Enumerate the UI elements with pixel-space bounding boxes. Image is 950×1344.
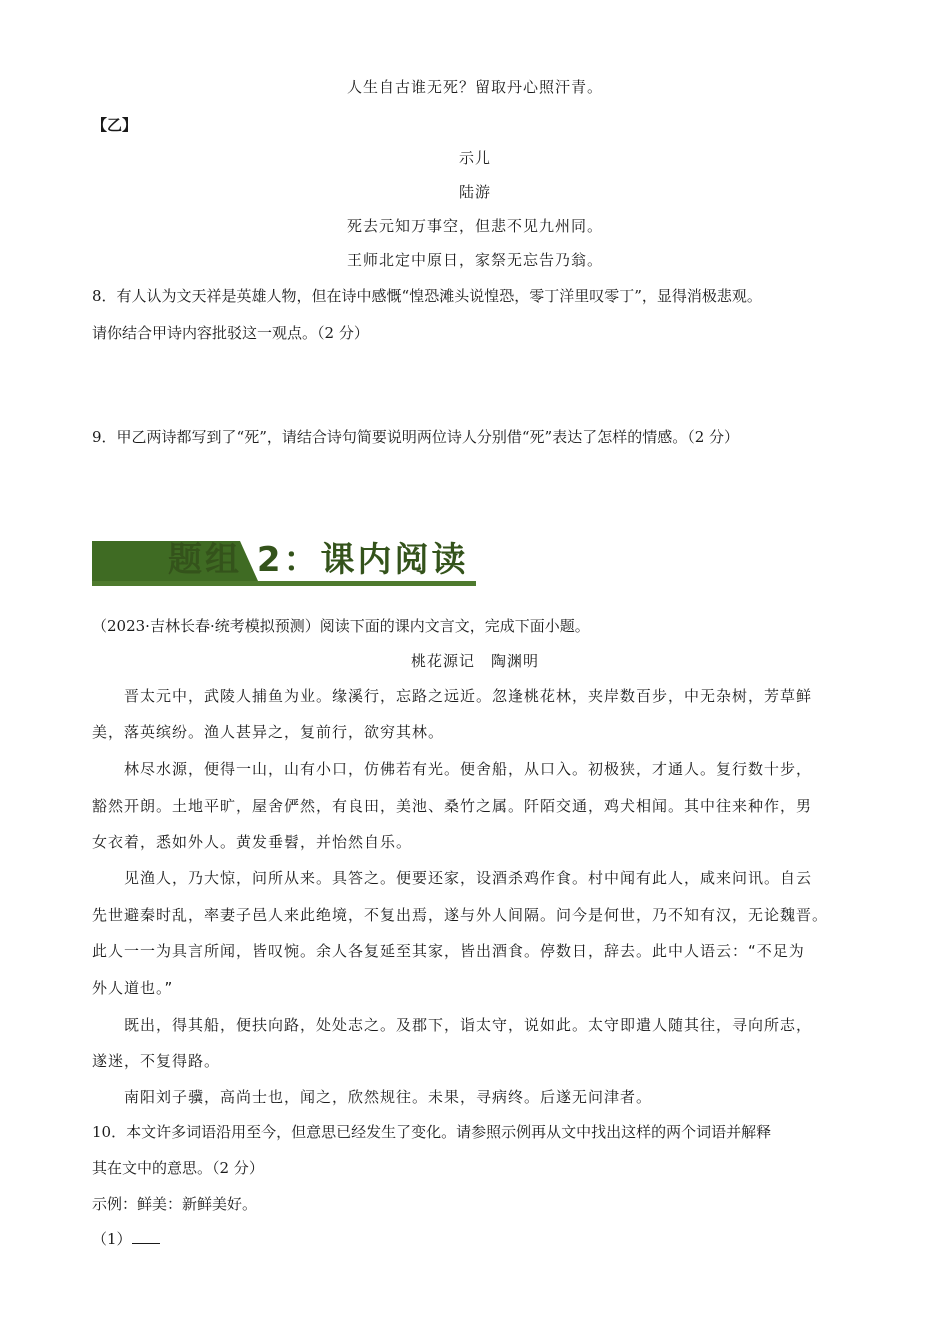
poem-b-author: 陆游 [458,183,491,201]
passage-line: 见渔人，乃大惊，问所从来。具答之。便要还家，设酒杀鸡作食。村中闻有此人，咸来问讯。自云 [124,869,813,887]
poem-b-marker: 【乙】 [92,116,138,134]
passage-line: 美，落英缤纷。渔人甚异之，复前行，欲穷其林。 [92,723,445,741]
question-10-line2: 其在文中的意思。（2 分） [92,1159,264,1177]
poem-b-line1: 死去元知万事空，但悲不见九州同。 [346,217,603,235]
answer-blank-line[interactable] [132,1229,160,1244]
question-8-line1: 8．有人认为文天祥是英雄人物，但在诗中感慨“惶恐滩头说惶恐，零丁洋里叹零丁”，显得消极悲观。 [92,287,762,305]
passage-line: 林尽水源，便得一山，山有小口，仿佛若有光。便舍船，从口入。初极狭，才通人。复行数十步， [124,760,813,778]
question-8-line2: 请你结合甲诗内容批驳这一观点。（2 分） [92,324,369,342]
passage-line: 既出，得其船，便扶向路，处处志之。及郡下，诣太守，说如此。太守即遣人随其往，寻向所志， [124,1016,813,1034]
poem-b-title: 示儿 [458,149,491,167]
passage-line: 豁然开朗。土地平旷，屋舍俨然，有良田，美池、桑竹之属。阡陌交通，鸡犬相闻。其中往来种作，男 [92,797,813,815]
passage-line: 外人道也。” [92,979,174,997]
passage-line: 女衣着，悉如外人。黄发垂髫，并怡然自乐。 [92,833,413,851]
passage-line: 南阳刘子骥，高尚士也，闻之，欣然规往。未果，寻病终。后遂无问津者。 [124,1088,653,1106]
poem-b-line2: 王师北定中原日，家祭无忘告乃翁。 [346,251,603,269]
banner-underline [92,581,476,586]
question-9: 9．甲乙两诗都写到了“死”，请结合诗句简要说明两位诗人分别借“死”表达了怎样的情感。（2 分） [92,428,740,446]
passage-source: （2023·吉林长春·统考模拟预测）阅读下面的课内文言文，完成下面小题。 [92,617,590,635]
question-10-example: 示例：鲜美：新鲜美好。 [92,1195,258,1213]
answer-blank-1 [92,1229,160,1249]
question-10-line1: 10．本文许多词语沿用至今，但意思已经发生了变化。请参照示例再从文中找出这样的两个词语并解释 [92,1123,772,1141]
passage-line: 晋太元中，武陵人捕鱼为业。缘溪行，忘路之远近。忽逢桃花林，夹岸数百步，中无杂树，芳草鲜 [124,687,813,705]
section-banner [92,539,476,589]
answer-blank-1-label: （1） [92,1230,132,1248]
passage-line: 此人一一为具言所闻，皆叹惋。余人各复延至其家，皆出酒食。停数日，辞去。此中人语云：“不足为 [92,942,805,960]
section-title: 题组 2：课内阅读 [168,540,469,580]
passage-title: 桃花源记 陶渊明 [410,652,539,670]
poem-a-last-line: 人生自古谁无死？留取丹心照汗青。 [346,78,603,96]
passage-line: 先世避秦时乱，率妻子邑人来此绝境，不复出焉，遂与外人间隔。问今是何世，乃不知有汉，无论魏晋。 [92,906,829,924]
passage-line: 遂迷，不复得路。 [92,1052,221,1070]
